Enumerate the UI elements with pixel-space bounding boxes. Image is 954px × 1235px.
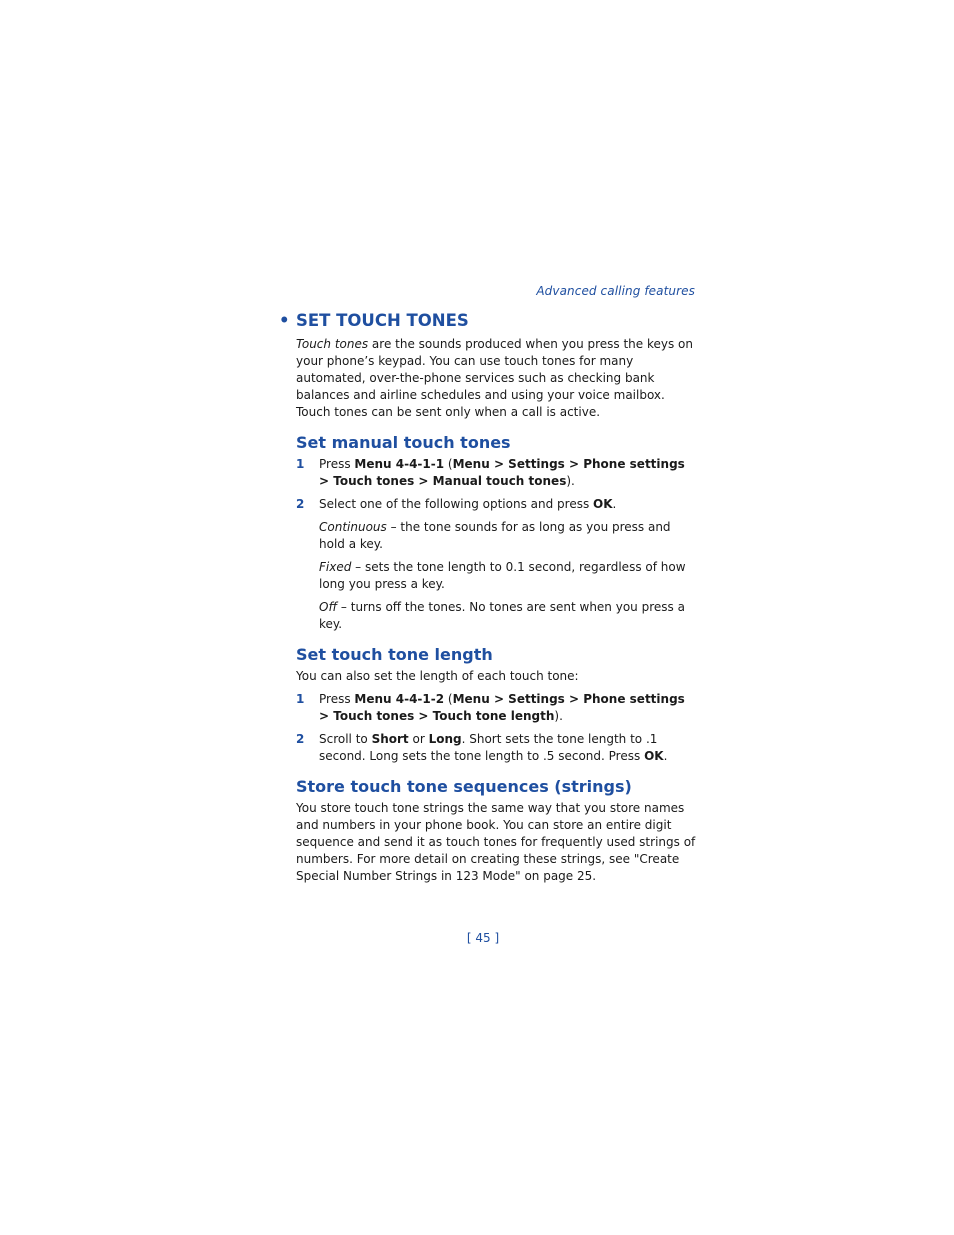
step-text: Press bbox=[319, 457, 355, 471]
step-text: Press bbox=[319, 692, 355, 706]
long-option: Long bbox=[428, 732, 462, 746]
length-heading: Set touch tone length bbox=[296, 645, 493, 664]
option-term: Continuous bbox=[319, 520, 387, 534]
manual-step-1 bbox=[296, 456, 696, 490]
option-off bbox=[296, 599, 696, 633]
step-text: Select one of the following options and press bbox=[319, 497, 594, 511]
menu-code: Menu 4-4-1-1 bbox=[354, 457, 445, 471]
option-desc: – the tone sounds for as long as you press and hold a key. bbox=[319, 520, 671, 551]
step-text: ( bbox=[444, 692, 453, 706]
step-number: 2 bbox=[296, 497, 305, 511]
step-text: . bbox=[612, 497, 617, 511]
section-heading bbox=[279, 310, 696, 332]
step-number: 1 bbox=[296, 457, 305, 471]
step-text: Scroll to bbox=[319, 732, 372, 746]
step-text: . bbox=[663, 749, 668, 763]
step-text: . Short sets the tone length to .1 second. Long sets the tone length to .5 second. Press bbox=[319, 732, 658, 763]
page-content bbox=[279, 310, 696, 885]
manual-heading: Set manual touch tones bbox=[296, 433, 511, 452]
option-desc: – sets the tone length to 0.1 second, regardless of how long you press a key. bbox=[319, 560, 686, 591]
strings-paragraph: You store touch tone strings the same way that you store names and numbers in your phone book. You can store an entire digit sequence and send it as touch tones for frequently used strings of numbers. For more detail on creating these strings, see "Create Special Number Strings in 123 Mode" on page 25. bbox=[296, 801, 696, 883]
short-option: Short bbox=[371, 732, 409, 746]
length-step-1 bbox=[296, 691, 696, 725]
menu-code: Menu 4-4-1-2 bbox=[354, 692, 445, 706]
menu-path: Menu > Settings > Phone settings > Touch tones > Touch tone length bbox=[319, 692, 685, 723]
step-text: ). bbox=[566, 474, 575, 488]
manual-step-2 bbox=[296, 496, 696, 513]
step-text: or bbox=[408, 732, 429, 746]
step-text: ( bbox=[444, 457, 453, 471]
step-text: ). bbox=[554, 709, 563, 723]
step-number: 2 bbox=[296, 732, 305, 746]
length-steps bbox=[296, 691, 696, 765]
ok-key: OK bbox=[644, 749, 664, 763]
length-intro: You can also set the length of each touch tone: bbox=[296, 669, 579, 683]
intro-paragraph bbox=[296, 336, 696, 421]
option-fixed bbox=[296, 559, 696, 593]
step-number: 1 bbox=[296, 692, 305, 706]
intro-text: are the sounds produced when you press the keys on your phone’s keypad. You can use touch tones for many automated, over-the-phone services such as checking bank balances and airline schedules and using your voice mailbox. Touch tones can be sent only when a call is active. bbox=[296, 337, 694, 419]
option-term: Fixed bbox=[319, 560, 352, 574]
ok-key: OK bbox=[593, 497, 613, 511]
tone-options bbox=[296, 519, 696, 633]
option-continuous bbox=[296, 519, 696, 553]
menu-path: Menu > Settings > Phone settings > Touch tones > Manual touch tones bbox=[319, 457, 685, 488]
intro-term: Touch tones bbox=[296, 337, 369, 351]
section-title: SET TOUCH TONES bbox=[296, 311, 469, 330]
page-number: [ 45 ] bbox=[466, 931, 500, 945]
bullet-icon: • bbox=[279, 311, 290, 330]
length-step-2 bbox=[296, 731, 696, 765]
manual-steps bbox=[296, 456, 696, 513]
option-term: Off bbox=[319, 600, 338, 614]
option-desc: – turns off the tones. No tones are sent when you press a key. bbox=[319, 600, 685, 631]
strings-heading: Store touch tone sequences (strings) bbox=[296, 777, 632, 796]
running-header: Advanced calling features bbox=[536, 284, 695, 298]
